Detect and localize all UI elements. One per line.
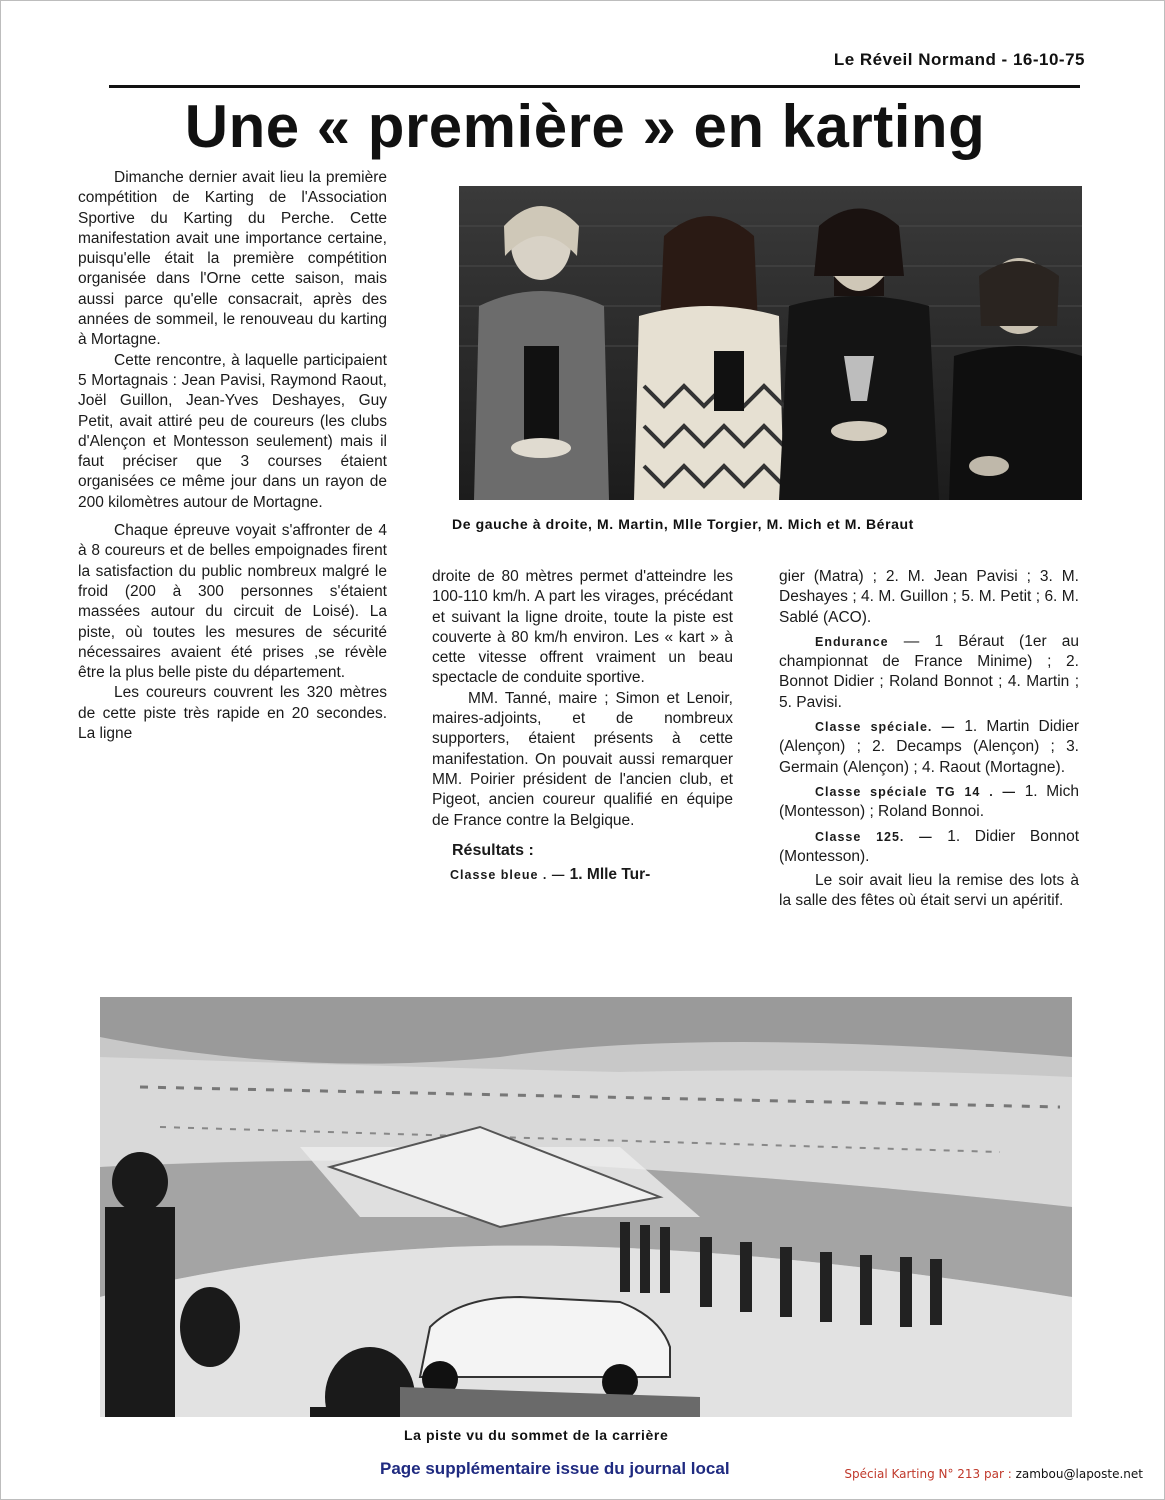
footer-credit-prefix: Spécial Karting N° 213 par : xyxy=(844,1467,1012,1481)
article-column-3 xyxy=(779,567,1079,912)
article-column-1 xyxy=(78,168,387,744)
paragraph: droite de 80 mètres permet d'atteindre les 100-110 km/h. A part les virages, précédant et suivant la ligne droite, toute la piste est couverte à 80 km/h environ. Les « kart » à cette vitesse offrent vraiment un beau spectacle de conduite sportive. xyxy=(432,568,733,687)
results-classe-bleue xyxy=(450,865,733,885)
paragraph: Les coureurs couvrent les 320 mètres de cette piste très rapide en 20 secondes. La ligne xyxy=(78,684,387,743)
paragraph: Chaque épreuve voyait s'affronter de 4 à 8 coureurs et de belles empoignades firent la satisfaction du public nombreux malgré le froid (200 à 300 personnes s'étaient massées autour du circuit de Loisé). La piste, où toutes les mesures de sécurité nécessaires avaient été prises ,se révèle être la plus belle piste du département. xyxy=(78,522,387,682)
classe-125-text: 1. Didier Bonnot (Montesson). xyxy=(779,827,1080,865)
results-classe-125 xyxy=(779,827,1079,868)
photo-track-from-quarry xyxy=(100,997,1072,1417)
endurance-label: Endurance xyxy=(815,634,889,649)
results-title: Résultats : xyxy=(452,841,534,859)
photo-track-image xyxy=(100,997,1072,1417)
classe-bleue-label: Classe bleue . — xyxy=(450,868,566,883)
results-classe-tg14 xyxy=(779,782,1079,823)
photo-trophy-winners xyxy=(459,186,1082,500)
footer-email-link[interactable]: zambou@laposte.net xyxy=(1015,1467,1143,1481)
photo-caption-bottom: La piste vu du sommet de la carrière xyxy=(404,1427,669,1443)
masthead: Le Réveil Normand - 16-10-75 xyxy=(833,50,1085,69)
paragraph: MM. Tanné, maire ; Simon et Lenoir, maires-adjoints, et de nombreux supporters, étaient présents à cette manifestation. On pouvait aussi remarquer MM. Poirier président de l'ancien club, et Pigeot, ancien coureur qualifié en équipe de France contre la Belgique. xyxy=(432,689,733,829)
headline: Une « première » en karting xyxy=(184,93,986,160)
paragraph: gier (Matra) ; 2. M. Jean Pavisi ; 3. M. Deshayes ; 4. M. Guillon ; 5. M. Petit ; 6. M. Sablé (ACO). xyxy=(779,568,1079,626)
photo-trophy-winners-image xyxy=(459,186,1082,500)
photo-caption-top: De gauche à droite, M. Martin, Mlle Torgier, M. Mich et M. Béraut xyxy=(452,516,914,532)
results-endurance xyxy=(779,632,1079,713)
footer-supplement-note: Page supplémentaire issue du journal local xyxy=(380,1459,730,1478)
classe-tg14-label: Classe spéciale TG 14 . — xyxy=(815,784,1017,799)
footer-credit xyxy=(844,1467,1143,1481)
classe-bleue-text: 1. Mlle Tur- xyxy=(569,866,651,884)
article-column-2 xyxy=(432,567,733,885)
classe-tg14-text: 1. Mich (Montesson) ; Roland Bonnoi. xyxy=(779,782,1079,821)
paragraph: Cette rencontre, à laquelle participaient 5 Mortagnais : Jean Pavisi, Raymond Raout, Joël Guillon, Jean-Yves Deshayes, Guy Petit, avait attiré peu de coureurs (les clubs d'Alençon et Montesson seulement) mais il faut préciser que 3 courses étaient organisées ce même jour dans un rayon de 200 kilomètres autour de Mortagne. xyxy=(78,351,387,511)
classe-125-label: Classe 125. — xyxy=(815,829,933,844)
classe-speciale-label: Classe spéciale. — xyxy=(815,720,956,735)
paragraph: Le soir avait lieu la remise des lots à la salle des fêtes où était servi un apéritif. xyxy=(779,872,1079,910)
classe-speciale-text: 1. Martin Didier (Alençon) ; 2. Decamps (Alençon) ; 3. Germain (Alençon) ; 4. Raout (Mortagne). xyxy=(779,718,1080,776)
results-classe-speciale xyxy=(779,717,1079,778)
endurance-text: — 1 Béraut (1er au championnat de France Minime) ; 2. Bonnot Didier ; Roland Bonnot ; 4. Martin ; 5. Pavisi. xyxy=(779,632,1079,711)
paragraph: Dimanche dernier avait lieu la première compétition de Karting de l'Association Sportive du Karting du Perche. Cette manifestation avait une importance certaine, puisqu'elle était la première compétition organisée dans l'Orne cette saison, mais aussi parce qu'elle consacrait, après des années de sommeil, le renouveau du karting à Mortagne. xyxy=(78,169,387,349)
